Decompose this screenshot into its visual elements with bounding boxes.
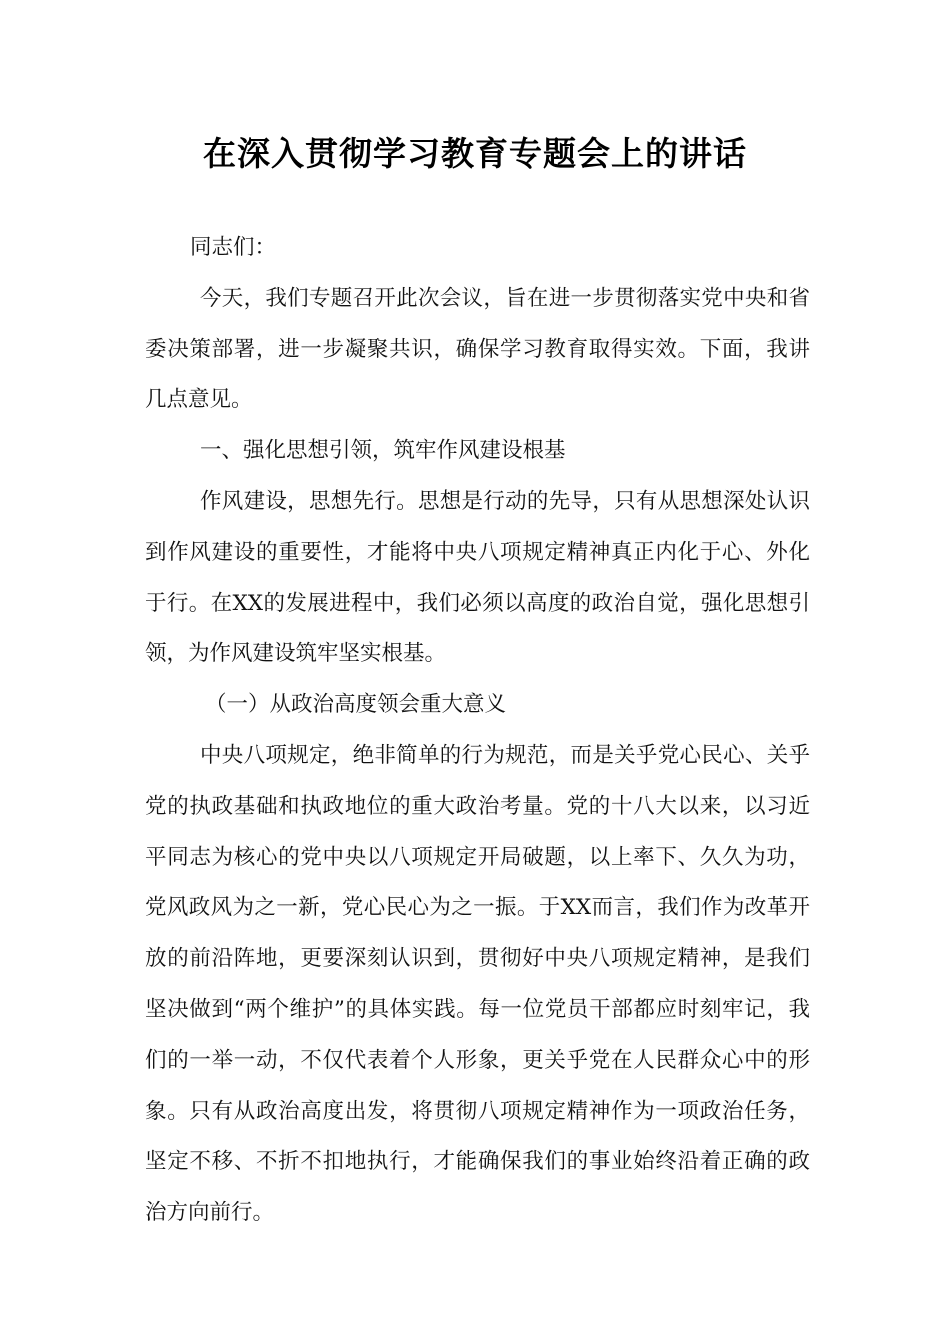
salutation: 同志们： [190,235,277,260]
intro-paragraph: 今天，我们专题召开此次会议，旨在进一步贯彻落实党中央和省委决策部署，进一步凝聚共识，确保学习教育取得实效。下面，我讲几点意见。 [145,285,810,413]
document-title: 在深入贯彻学习教育专题会上的讲话 [203,134,747,173]
section-1-paragraph: 作风建设，思想先行。思想是行动的先导，只有从思想深处认识到作风建设的重要性，才能将中央八项规定精神真正内化于心、外化于行。在XX的发展进程中，我们必须以高度的政治自觉，强化思想引领，为作风建设筑牢坚实根基。 [145,488,810,667]
section-heading-1: 一、强化思想引领，筑牢作风建设根基 [200,438,566,464]
document-body [145,223,810,1239]
subsection-heading-1: （一）从政治高度领会重大意义 [205,692,507,718]
subsection-1-paragraph: 中央八项规定，绝非简单的行为规范，而是关乎党心民心、关乎党的执政基础和执政地位的重大政治考量。党的十八大以来，以习近平同志为核心的党中央以八项规定开局破题，以上率下、久久为功，党风政风为之一新，党心民心为之一振。于XX而言，我们作为改革开放的前沿阵地，更要深刻认识到，贯彻好中央八项规定精神，是我们坚决做到“两个维护”的具体实践。每一位党员干部都应时刻牢记，我们的一举一动，不仅代表着个人形象，更关乎党在人民群众心中的形象。只有从政治高度出发，将贯彻八项规定精神作为一项政治任务，坚定不移、不折不扣地执行，才能确保我们的事业始终沿着正确的政治方向前行。 [145,742,810,1226]
